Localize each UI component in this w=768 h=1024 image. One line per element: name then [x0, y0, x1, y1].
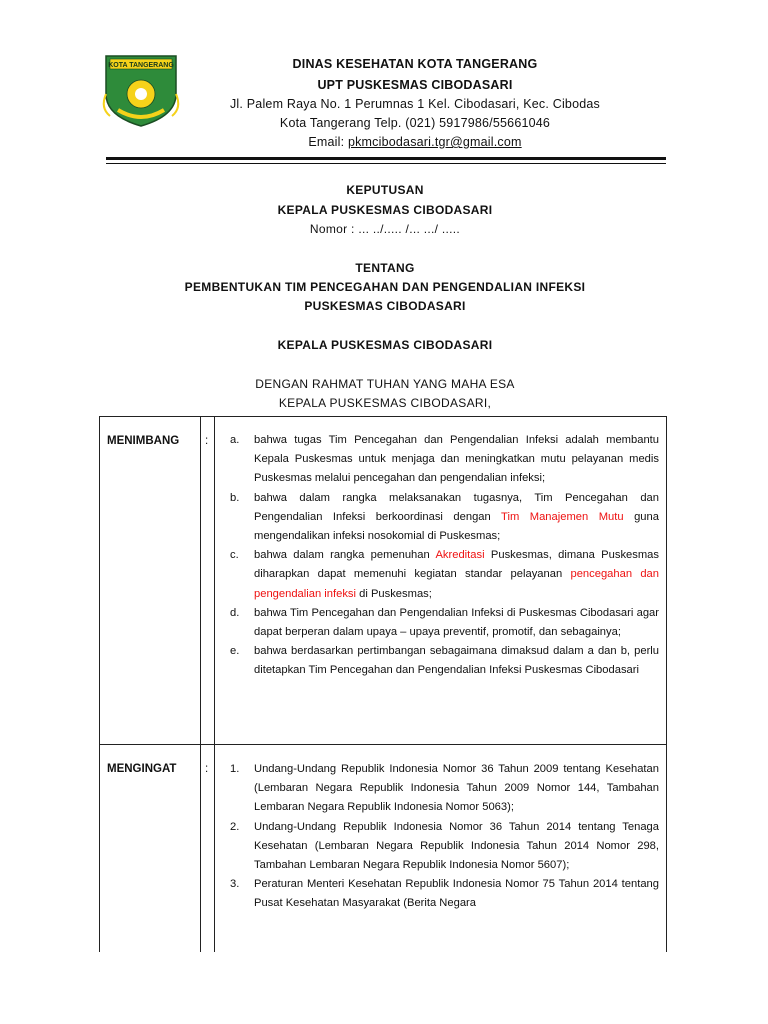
list-item [224, 875, 659, 913]
mengingat-colon: : [205, 763, 209, 775]
item-marker: 1. [230, 763, 240, 775]
about-heading: TENTANG [355, 261, 415, 275]
item-marker: d. [230, 606, 240, 619]
list-item [224, 604, 659, 642]
item-text: di Puskesmas; [356, 587, 432, 600]
address-line: Jl. Palem Raya No. 1 Perumnas 1 Kel. Cibodasari, Kec. Cibodas [229, 97, 600, 111]
item-marker: e. [230, 645, 240, 658]
list-item [224, 760, 659, 818]
item-marker: 3. [230, 878, 240, 891]
highlighted-term: pencegahan dan pengendalian infeksi [254, 568, 659, 600]
list-item [224, 489, 659, 547]
kota-tangerang-logo [96, 50, 186, 130]
issuer-heading-2: KEPALA PUSKESMAS CIBODASARI [277, 338, 493, 352]
email-link[interactable]: pkmcibodasari.tgr@gmail.com [347, 135, 522, 149]
subject-line-2: PUSKESMAS CIBODASARI [304, 299, 466, 313]
item-text: bahwa dalam rangka pemenuhan [254, 549, 436, 562]
blessing-line-2: KEPALA PUSKESMAS CIBODASARI, [278, 396, 492, 410]
issuer-heading: KEPALA PUSKESMAS CIBODASARI [277, 203, 493, 217]
list-item [224, 431, 659, 489]
subject-line-1: PEMBENTUKAN TIM PENCEGAHAN DAN PENGENDALIAN INFEKSI [184, 280, 586, 294]
item-text: Undang-Undang Republik Indonesia Nomor 36 Tahun 2014 tentang Tenaga Kesehatan (Lembaran Negara Republik Indonesia Tahun 2014 Nomor 298, Tambahan Lembaran Negara Republik Indonesia Nomor 5607); [254, 820, 659, 872]
item-text: bahwa berdasarkan pertimbangan sebagaimana dimaksud dalam a dan b, perlu ditetapkan Tim Pencegahan dan Pengendalian Infeksi Puskesmas Cibodasari [254, 645, 659, 677]
item-text: Puskesmas, dimana Puskesmas diharapkan dapat memenuhi kegiatan standar pelayanan [254, 549, 659, 581]
table-divider [214, 417, 215, 952]
table-row-divider [100, 744, 666, 745]
city-phone-line: Kota Tangerang Telp. (021) 5917986/55661046 [279, 116, 551, 130]
item-text: guna mengendalikan infeksi nosokomial di Puskesmas; [254, 510, 659, 543]
decision-number: Nomor : ... ../..... /... .../ ..... [309, 222, 461, 236]
email-line [180, 135, 650, 149]
blessing-line-1: DENGAN RAHMAT TUHAN YANG MAHA ESA [255, 377, 515, 391]
highlighted-term: Akreditasi [435, 549, 485, 562]
org-unit-line: UPT PUSKESMAS CIBODASARI [317, 78, 513, 92]
item-marker: c. [230, 549, 239, 562]
mengingat-label: MENGINGAT [107, 763, 177, 775]
item-text: bahwa tugas Tim Pencegahan dan Pengendalian Infeksi adalah membantu Kepala Puskesmas untuk menjaga dan meningkatkan mutu pelayanan medis Puskesmas melalui pencegahan dan pengendalian infeksi; [254, 434, 659, 485]
table-divider [200, 417, 201, 952]
item-marker: b. [230, 491, 240, 504]
mengingat-list [224, 760, 659, 914]
item-text: bahwa Tim Pencegahan dan Pengendalian Infeksi di Puskesmas Cibodasari agar dapat berperan dalam upaya – upaya preventif, promotif, dan sebagainya; [254, 606, 659, 639]
email-label: Email: [308, 135, 348, 149]
menimbang-list [224, 431, 659, 681]
item-text: Undang-Undang Republik Indonesia Nomor 36 Tahun 2009 tentang Kesehatan (Lembaran Negara Republik Indonesia Tahun 2009 Nomor 144, Tambahan Lembaran Negara Republik Indonesia Nomor 5063); [254, 763, 659, 814]
letterhead-rule-thin [106, 163, 666, 164]
considerations-table [99, 416, 667, 952]
list-item [224, 818, 659, 876]
item-text: bahwa dalam rangka melaksanakan tugasnya, Tim Pencegahan dan Pengendalian Infeksi berkoordinasi dengan [254, 491, 659, 523]
menimbang-colon: : [205, 435, 209, 447]
item-marker: a. [230, 434, 240, 446]
list-item [224, 546, 659, 604]
item-marker: 2. [230, 820, 240, 833]
logo-banner-text: KOTA TANGERANG [108, 62, 174, 69]
item-text: Peraturan Menteri Kesehatan Republik Indonesia Nomor 75 Tahun 2014 tentang Pusat Kesehatan Masyarakat (Berita Negara [254, 878, 659, 910]
menimbang-label: MENIMBANG [107, 435, 180, 447]
org-name-line: DINAS KESEHATAN KOTA TANGERANG [292, 57, 538, 71]
decision-heading: KEPUTUSAN [346, 183, 424, 197]
letterhead-rule-thick [106, 157, 666, 160]
list-item [224, 642, 659, 680]
highlighted-term: Tim Manajemen Mutu [501, 510, 624, 523]
